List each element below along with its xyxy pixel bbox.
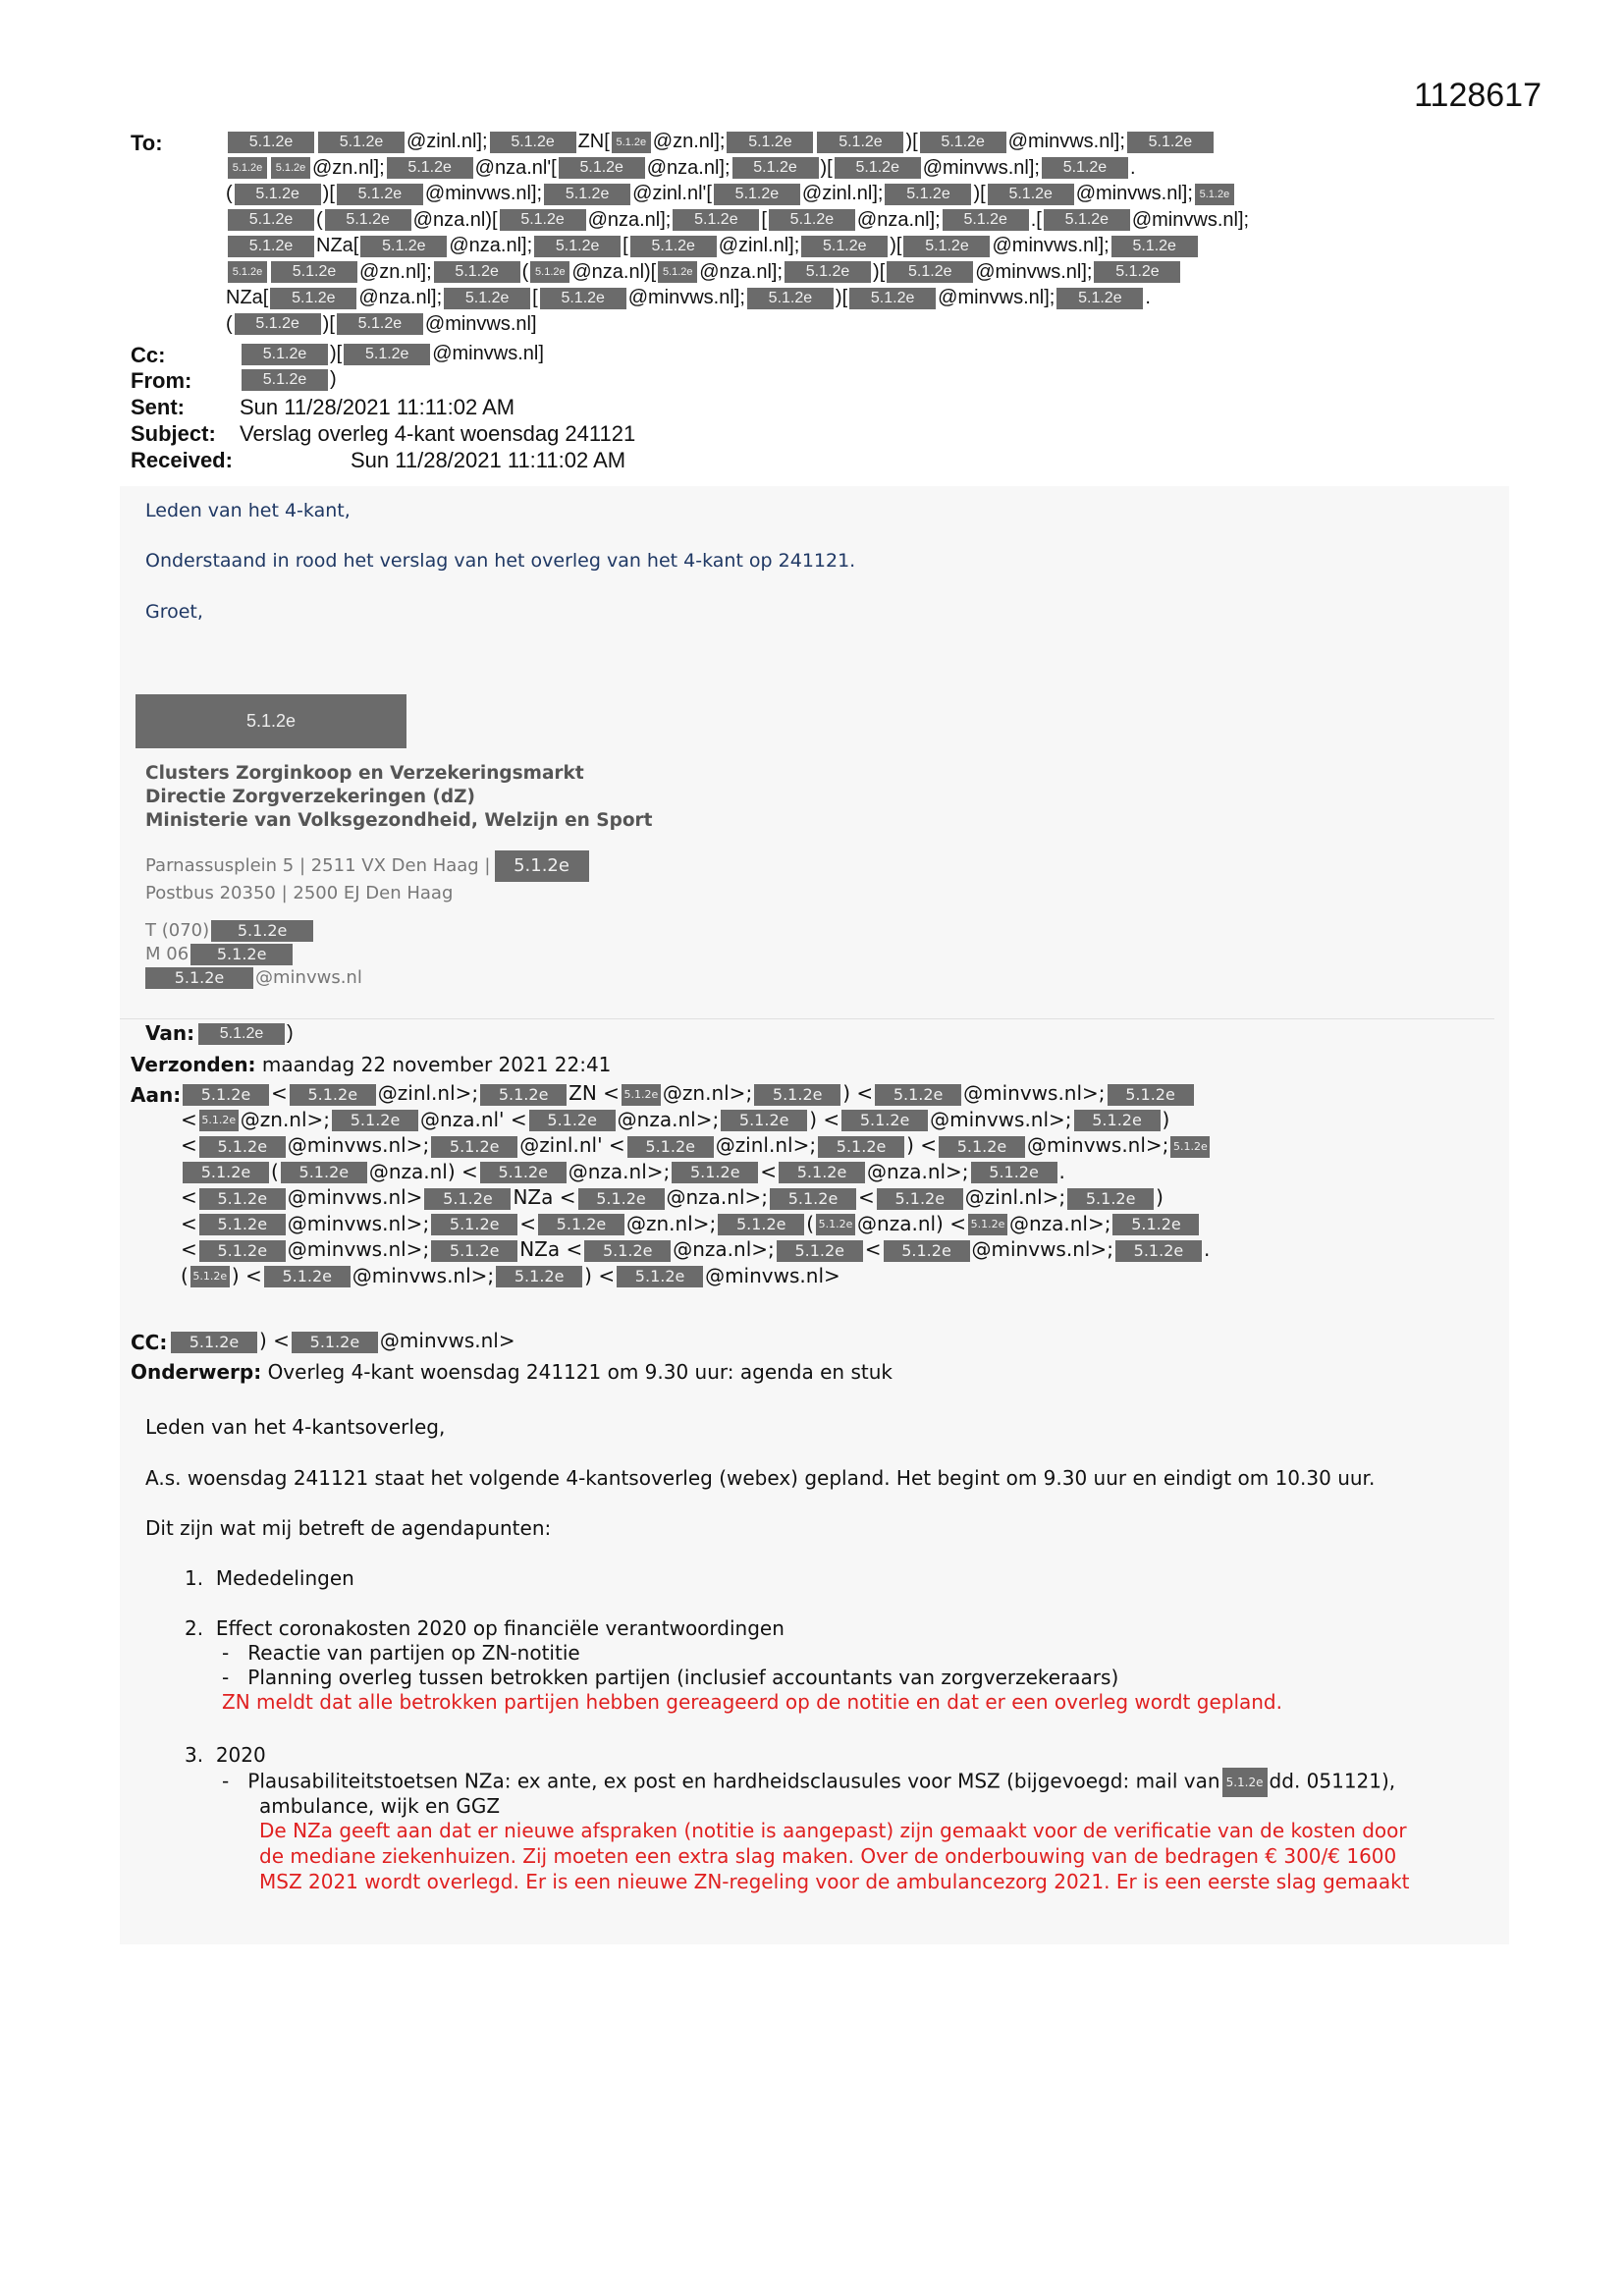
minutes-line: de mediane ziekenhuizen. Zij moeten een extra slag maken. Over de onderbouwing van de bedragen € 300/€ 1600	[259, 1844, 1397, 1868]
redaction: 5.1.2e	[538, 1214, 624, 1235]
recipient-text: <	[519, 1211, 536, 1235]
redaction: 5.1.2e	[529, 1110, 616, 1131]
redaction: 5.1.2e	[622, 1084, 661, 1106]
recipient-text: .	[1203, 1237, 1211, 1261]
redaction: 5.1.2e	[431, 1240, 517, 1262]
recipient-text: @nza.nl>;	[1008, 1211, 1111, 1235]
to-label: To:	[131, 131, 163, 155]
recipient-text: @nza.nl>;	[867, 1159, 969, 1183]
email2-intro: A.s. woensdag 241121 staat het volgende 4-kantsoverleg (webex) gepland. Het begint om 9.30 uur en eindigt om 10.30 uur.	[145, 1466, 1376, 1490]
recipient-text: @zn.nl];	[359, 260, 432, 283]
recipient-text: @zn.nl];	[312, 156, 385, 179]
redaction: 5.1.2e	[540, 288, 626, 309]
redaction: 5.1.2e	[988, 184, 1074, 205]
redaction: 5.1.2e	[1115, 1240, 1202, 1262]
recipient-text: @zinl.nl];	[718, 235, 800, 256]
recipient-text: @zn.nl>;	[625, 1211, 717, 1235]
redaction: 5.1.2e	[235, 313, 321, 335]
subject-label: Subject:	[131, 421, 216, 446]
redaction: 5.1.2e	[673, 209, 759, 231]
redaction: 5.1.2e	[658, 261, 697, 283]
recipient-text: ) <	[259, 1329, 290, 1352]
recipient-text: @minvws.nl>;	[930, 1107, 1072, 1131]
document-number: 1128617	[1414, 77, 1542, 114]
verzonden-row: Verzonden: maandag 22 november 2021 22:41	[131, 1053, 612, 1076]
agenda-item-3-sub: - Plausabiliteitstoetsen NZa: ex ante, ex post en hardheidsclausules voor MSZ (bijgevoegd: mail van 5.1.2e dd. 051121),	[222, 1768, 1395, 1797]
minutes-line: MSZ 2021 wordt overlegd. Er is een nieuwe ZN-regeling voor de ambulancezorg 2021. Er is een eerste slag gemaakt	[259, 1870, 1410, 1893]
redaction: 5.1.2e	[732, 157, 819, 179]
recipient-text: <	[181, 1107, 197, 1131]
redaction: 5.1.2e	[228, 236, 314, 257]
redaction: 5.1.2e	[496, 1266, 582, 1287]
recipient-text: @minvws.nl];	[975, 260, 1093, 283]
received-value: Sun 11/28/2021 11:11:02 AM	[351, 448, 626, 472]
recipient-text: @zn.nl];	[652, 131, 726, 152]
recipient-line	[181, 1159, 1496, 1185]
recipient-line	[181, 1263, 1496, 1289]
recipient-text: @zn.nl>;	[240, 1107, 331, 1131]
redaction: 5.1.2e	[271, 261, 357, 283]
recipient-text: (	[521, 260, 529, 283]
redaction: 5.1.2e	[630, 236, 717, 257]
mobile-prefix: M 06	[145, 944, 189, 964]
recipient-text: @minvws.nl]	[424, 312, 537, 335]
recipient-text: @minvws.nl]	[432, 343, 544, 364]
redaction: 5.1.2e	[875, 1084, 961, 1106]
redaction: 5.1.2e	[887, 261, 973, 283]
redaction: 5.1.2e	[968, 1214, 1007, 1235]
redaction: 5.1.2e	[183, 1084, 269, 1106]
recipient-text: @minvws.nl>;	[287, 1237, 430, 1261]
recipient-text: @nza.nl) <	[857, 1211, 966, 1235]
redaction: 5.1.2e	[271, 157, 310, 179]
redaction: 5.1.2e	[199, 1240, 286, 1262]
redaction: 5.1.2e	[785, 261, 871, 283]
recipient-text: )[	[873, 260, 886, 283]
recipient-text: @nza.nl];	[699, 260, 784, 283]
redaction: 5.1.2e	[770, 1188, 856, 1210]
redaction: 5.1.2e	[344, 344, 430, 365]
recipient-text: @minvws.nl>;	[1026, 1133, 1169, 1157]
signature-org	[145, 762, 653, 833]
agenda-item-2-sub-2: - Planning overleg tussen betrokken partijen (inclusief accountants van zorgverzekeraars)	[222, 1666, 1119, 1689]
redaction: 5.1.2e	[672, 1162, 758, 1183]
recipient-text: @zinl.nl];	[801, 183, 884, 204]
recipient-line	[226, 285, 1502, 311]
aan-recipients	[181, 1080, 1496, 1288]
recipient-text: ZN <	[568, 1081, 620, 1105]
recipient-text: @minvws.nl>	[705, 1263, 840, 1287]
redaction: 5.1.2e	[777, 1240, 863, 1262]
redaction: 5.1.2e	[211, 920, 313, 942]
recipient-line	[226, 311, 1502, 338]
recipient-text: @nza.nl)[	[412, 208, 498, 231]
recipient-line	[240, 366, 1614, 393]
recipient-text: (	[316, 208, 323, 231]
redaction: 5.1.2e	[1111, 236, 1198, 257]
recipient-text: (	[226, 183, 233, 204]
sent-value: Sun 11/28/2021 11:11:02 AM	[240, 395, 515, 419]
redaction: 5.1.2e	[332, 1110, 418, 1131]
recipient-text: )[	[322, 312, 335, 335]
recipient-text: @zinl.nl>;	[377, 1081, 479, 1105]
agenda-item-3-sub-cont: ambulance, wijk en GGZ	[259, 1794, 501, 1818]
redaction: 5.1.2e	[480, 1162, 567, 1183]
redaction: 5.1.2e	[835, 157, 921, 179]
recipient-text: .	[1058, 1159, 1065, 1183]
recipient-text: <	[858, 1185, 875, 1209]
email-suffix: @minvws.nl	[255, 967, 362, 988]
agenda-item-3-minutes	[259, 1818, 1410, 1894]
recipient-text: .	[1129, 156, 1136, 179]
recipient-text: [	[532, 287, 538, 308]
redaction: 5.1.2e	[242, 344, 328, 365]
recipient-line	[169, 1328, 1543, 1354]
redaction: 5.1.2e	[242, 369, 328, 391]
redaction: 5.1.2e	[325, 209, 411, 231]
redaction: 5.1.2e	[1170, 1136, 1210, 1158]
redaction: 5.1.2e	[769, 209, 855, 231]
signature-name-redaction: 5.1.2e	[135, 694, 406, 748]
recipient-line	[226, 129, 1502, 155]
redaction: 5.1.2e	[431, 1136, 517, 1158]
recipient-text: ) <	[906, 1133, 937, 1157]
recipient-text: )	[287, 1022, 294, 1044]
recipient-text: <	[864, 1237, 882, 1261]
from-label: From:	[131, 368, 192, 393]
recipient-text: )	[1156, 1185, 1164, 1209]
redaction: 5.1.2e	[884, 1240, 970, 1262]
recipient-line	[181, 1184, 1496, 1211]
agenda-item-2-minutes: ZN meldt dat alle betrokken partijen hebben gereageerd op de notitie en dat er een overleg wordt gepland.	[222, 1690, 1282, 1714]
redaction: 5.1.2e	[747, 288, 834, 309]
recipient-text: @nza.nl];	[646, 156, 731, 179]
recipient-text: @nza.nl];	[358, 287, 443, 308]
recipient-text: @minvws.nl];	[1075, 183, 1193, 204]
redaction: 5.1.2e	[199, 1110, 239, 1131]
redaction: 5.1.2e	[270, 288, 356, 309]
org-line: Clusters Zorginkoop en Verzekeringsmarkt	[145, 763, 584, 784]
redaction: 5.1.2e	[818, 1136, 904, 1158]
recipient-line	[226, 233, 1502, 259]
redaction: 5.1.2e	[617, 1266, 703, 1287]
received-label: Received:	[131, 448, 233, 472]
redaction: 5.1.2e	[360, 236, 447, 257]
redaction: 5.1.2e	[971, 1162, 1057, 1183]
recipient-text: @minvws.nl>;	[971, 1237, 1113, 1261]
recipient-text: ) <	[231, 1263, 262, 1287]
recipient-text: NZa <	[519, 1237, 583, 1261]
redaction: 5.1.2e	[721, 1110, 807, 1131]
redaction: 5.1.2e	[903, 236, 990, 257]
org-line: Directie Zorgverzekeringen (dZ)	[145, 787, 475, 807]
redaction: 5.1.2e	[841, 1110, 928, 1131]
recipient-text: @nza.nl) <	[368, 1159, 478, 1183]
van-sender	[196, 1020, 1571, 1047]
recipient-text: )[	[322, 183, 335, 204]
redaction: 5.1.2e	[1222, 1768, 1268, 1797]
redaction: 5.1.2e	[530, 261, 569, 283]
redaction: 5.1.2e	[387, 157, 473, 179]
redaction: 5.1.2e	[718, 1214, 804, 1235]
recipient-text: @minvws.nl];	[1131, 208, 1250, 231]
recipient-text: )[	[330, 343, 343, 364]
recipient-line	[181, 1211, 1496, 1237]
from-sender	[240, 366, 1614, 393]
redaction: 5.1.2e	[627, 1136, 714, 1158]
separator	[120, 1018, 1494, 1019]
recipient-text: @zinl.nl>;	[964, 1185, 1066, 1209]
redaction: 5.1.2e	[754, 1084, 840, 1106]
redaction: 5.1.2e	[171, 1332, 257, 1353]
recipient-text: <	[181, 1185, 197, 1209]
redaction: 5.1.2e	[495, 850, 589, 882]
email1-closing: Groet,	[145, 601, 203, 623]
recipient-text: @minvws.nl];	[938, 287, 1056, 308]
van-row: Van:	[145, 1021, 195, 1045]
recipient-text: @nza.nl'[	[474, 156, 557, 179]
recipient-text: <	[181, 1211, 197, 1235]
redaction: 5.1.2e	[490, 132, 576, 153]
onderwerp-row: Onderwerp: Overleg 4-kant woensdag 241121 om 9.30 uur: agenda en stuk	[131, 1360, 893, 1384]
email1-intro: Onderstaand in rood het verslag van het overleg van het 4-kant op 241121.	[145, 550, 856, 572]
recipient-text: @minvws.nl>;	[287, 1211, 430, 1235]
redaction: 5.1.2e	[318, 132, 405, 153]
redaction: 5.1.2e	[727, 132, 813, 153]
redaction: 5.1.2e	[199, 1214, 286, 1235]
recipient-text: @minvws.nl>	[379, 1329, 515, 1352]
recipient-text: [	[623, 235, 628, 256]
recipient-text: @minvws.nl];	[1007, 131, 1125, 152]
recipient-text: @nza.nl>;	[673, 1237, 775, 1261]
redaction: 5.1.2e	[292, 1332, 378, 1353]
aan-label: Aan:	[131, 1083, 182, 1107]
agenda-item-3: 3. 2020	[185, 1743, 266, 1767]
redaction: 5.1.2e	[228, 261, 267, 283]
redaction: 5.1.2e	[290, 1084, 376, 1106]
redaction: 5.1.2e	[1042, 157, 1128, 179]
redaction: 5.1.2e	[145, 967, 253, 989]
recipient-text: @minvws.nl>;	[287, 1133, 430, 1157]
recipient-line	[196, 1020, 1571, 1047]
recipient-text: @minvws.nl];	[992, 235, 1110, 256]
redaction: 5.1.2e	[264, 1266, 351, 1287]
email2-greeting: Leden van het 4-kantsoverleg,	[145, 1415, 446, 1439]
redaction: 5.1.2e	[779, 1162, 865, 1183]
redaction: 5.1.2e	[877, 1188, 963, 1210]
redaction: 5.1.2e	[434, 261, 520, 283]
recipient-text: @nza.nl];	[587, 208, 672, 231]
redaction: 5.1.2e	[939, 1136, 1025, 1158]
recipient-text: ) <	[842, 1081, 874, 1105]
cc-recipients	[240, 341, 1614, 367]
redaction: 5.1.2e	[228, 209, 314, 231]
redaction: 5.1.2e	[1094, 261, 1180, 283]
redaction: 5.1.2e	[337, 313, 423, 335]
recipient-text: <	[181, 1133, 197, 1157]
recipient-text: <	[760, 1159, 778, 1183]
recipient-text: NZa[	[226, 287, 269, 308]
redaction: 5.1.2e	[198, 1023, 285, 1045]
signature-address	[145, 850, 591, 904]
recipient-text: @minvws.nl>;	[352, 1263, 495, 1287]
redaction: 5.1.2e	[480, 1084, 567, 1106]
recipient-text: @zinl.nl' <	[519, 1133, 625, 1157]
recipient-text: @zinl.nl>;	[715, 1133, 817, 1157]
recipient-text: @zn.nl>;	[662, 1081, 753, 1105]
recipient-text: )[	[973, 183, 986, 204]
cc-label: Cc:	[131, 343, 166, 367]
recipient-line	[181, 1236, 1496, 1263]
recipient-text: @nza.nl' <	[420, 1107, 527, 1131]
redaction: 5.1.2e	[817, 132, 903, 153]
redaction: 5.1.2e	[1195, 184, 1234, 205]
redaction: 5.1.2e	[943, 209, 1029, 231]
redaction: 5.1.2e	[228, 157, 267, 179]
recipient-text: ZN[	[577, 131, 610, 152]
redaction: 5.1.2e	[1056, 288, 1143, 309]
redaction: 5.1.2e	[444, 288, 530, 309]
recipient-text: <	[271, 1081, 288, 1105]
recipient-text: NZa[	[316, 235, 359, 256]
redaction: 5.1.2e	[228, 132, 314, 153]
agenda-item-1: 1. Mededelingen	[185, 1566, 354, 1590]
redaction: 5.1.2e	[578, 1188, 665, 1210]
redaction: 5.1.2e	[337, 184, 423, 205]
redaction: 5.1.2e	[544, 184, 630, 205]
recipient-text: @zinl.nl'[	[632, 183, 712, 204]
redaction: 5.1.2e	[500, 209, 586, 231]
recipient-text: @nza.nl>;	[568, 1159, 671, 1183]
redaction: 5.1.2e	[1112, 1214, 1199, 1235]
recipient-text: @nza.nl)[	[571, 260, 657, 283]
recipient-text: @zinl.nl];	[406, 131, 488, 152]
recipient-line	[181, 1107, 1496, 1133]
recipient-text: .	[1145, 287, 1151, 308]
redaction: 5.1.2e	[801, 236, 888, 257]
sent-label: Sent:	[131, 395, 185, 419]
redaction: 5.1.2e	[1074, 1110, 1161, 1131]
redaction: 5.1.2e	[424, 1188, 511, 1210]
redaction: 5.1.2e	[534, 236, 621, 257]
redaction: 5.1.2e	[431, 1214, 517, 1235]
recipient-text: (	[226, 312, 233, 335]
recipient-text: )[	[905, 131, 918, 152]
recipient-text: @nza.nl];	[856, 208, 941, 231]
recipient-text: (	[806, 1211, 815, 1235]
recipient-text: ) <	[584, 1263, 616, 1287]
recipient-line	[226, 181, 1502, 207]
recipient-text: @minvws.nl>;	[963, 1081, 1106, 1105]
agenda-intro: Dit zijn wat mij betreft de agendapunten:	[145, 1516, 552, 1540]
recipient-text: )[	[820, 156, 833, 179]
email1-greeting: Leden van het 4-kant,	[145, 500, 351, 521]
recipient-line	[226, 207, 1502, 234]
to-recipients	[226, 129, 1502, 337]
cc2-label: CC:	[131, 1331, 168, 1354]
redaction: 5.1.2e	[1044, 209, 1130, 231]
redaction: 5.1.2e	[190, 1266, 230, 1287]
redaction: 5.1.2e	[183, 1162, 269, 1183]
recipient-text: @nza.nl>;	[666, 1185, 769, 1209]
address-line-2: Postbus 20350 | 2500 EJ Den Haag	[145, 883, 454, 903]
subject-value: Verslag overleg 4-kant woensdag 241121	[240, 421, 636, 446]
recipient-text: )[	[835, 287, 848, 308]
redaction: 5.1.2e	[235, 184, 321, 205]
cc2-recipients	[169, 1328, 1543, 1354]
redaction: 5.1.2e	[199, 1136, 286, 1158]
org-line: Ministerie van Volksgezondheid, Welzijn en Sport	[145, 810, 653, 831]
redaction: 5.1.2e	[1108, 1084, 1194, 1106]
agenda-item-2: 2. Effect coronakosten 2020 op financiële verantwoordingen	[185, 1616, 785, 1640]
recipient-line	[181, 1132, 1496, 1159]
agenda-item-2-sub-1: - Reactie van partijen op ZN-notitie	[222, 1641, 580, 1665]
recipient-text: [	[761, 208, 767, 231]
recipient-text: )	[330, 368, 337, 390]
recipient-text: ) <	[809, 1107, 840, 1131]
redaction: 5.1.2e	[584, 1240, 671, 1262]
address-line-1: Parnassusplein 5 | 2511 VX Den Haag |	[145, 855, 491, 876]
redaction: 5.1.2e	[849, 288, 936, 309]
recipient-text: )[	[890, 235, 902, 256]
redaction: 5.1.2e	[1127, 132, 1214, 153]
redaction: 5.1.2e	[714, 184, 800, 205]
redaction: 5.1.2e	[199, 1188, 286, 1210]
recipient-text: @nza.nl>;	[617, 1107, 720, 1131]
recipient-text: <	[181, 1237, 197, 1261]
redaction: 5.1.2e	[559, 157, 645, 179]
redaction: 5.1.2e	[816, 1214, 855, 1235]
recipient-text: @minvws.nl];	[922, 156, 1040, 179]
recipient-text: @nza.nl];	[449, 235, 533, 256]
redaction: 5.1.2e	[920, 132, 1006, 153]
redaction: 5.1.2e	[612, 132, 651, 153]
minutes-line: De NZa geeft aan dat er nieuwe afspraken (notitie is aangepast) zijn gemaakt voor de verificatie van de kosten door	[259, 1819, 1407, 1842]
recipient-text: @minvws.nl];	[424, 183, 543, 204]
recipient-text: @minvws.nl>	[287, 1185, 423, 1209]
signature-phones	[145, 919, 362, 990]
recipient-line	[226, 155, 1502, 182]
recipient-line	[226, 259, 1502, 286]
redaction: 5.1.2e	[1067, 1188, 1154, 1210]
recipient-text: @minvws.nl];	[627, 287, 745, 308]
recipient-text: (	[181, 1263, 189, 1287]
recipient-text: .[	[1030, 208, 1042, 231]
recipient-text: NZa <	[513, 1185, 576, 1209]
redaction: 5.1.2e	[190, 944, 293, 965]
recipient-text: (	[271, 1159, 279, 1183]
recipient-line	[181, 1080, 1496, 1107]
redaction: 5.1.2e	[885, 184, 971, 205]
redaction: 5.1.2e	[281, 1162, 367, 1183]
phone-prefix: T (070)	[145, 920, 210, 941]
recipient-text: )	[1162, 1107, 1170, 1131]
recipient-line	[240, 341, 1614, 367]
